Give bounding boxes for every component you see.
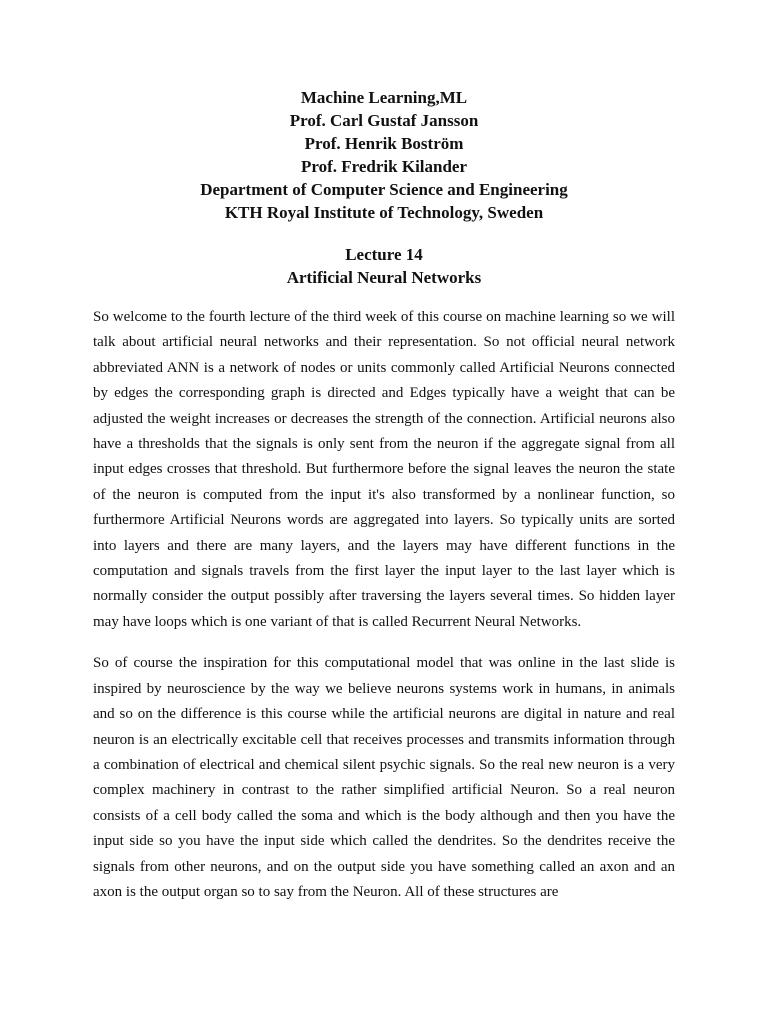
author-name: Prof. Carl Gustaf Jansson (289, 111, 479, 130)
document-header (0, 86, 768, 224)
document-body (93, 305, 675, 921)
lecture-heading (0, 243, 768, 289)
department-name: Department of Computer Science and Engineering (200, 180, 568, 199)
body-paragraph: So of course the inspiration for this computational model that was online in the last slide is inspired by neuroscience by the way we believe neurons systems work in humans, in animals and so on the difference is this course while the artificial neurons are digital in nature and real neuron is an electrically excitable cell that receives processes and transmits information through a combination of electrical and chemical silent psychic signals. So the real new neuron is a very complex machinery in contrast to the rather simplified artificial Neuron. So a real neuron consists of a cell body called the soma and which is the body although and then you have the input side so you have the input side which called the dendrites. So the dendrites receive the signals from other neurons, and on the output side you have something called an axon and an axon is the output organ so to say from the Neuron. All of these structures are (93, 655, 675, 900)
course-title: Machine Learning,ML (300, 88, 468, 107)
author-name: Prof. Fredrik Kilander (300, 157, 468, 176)
body-paragraph: So welcome to the fourth lecture of the third week of this course on machine learning so we will talk about artificial neural networks and their representation. So not official neural network abbreviated ANN is a network of nodes or units commonly called Artificial Neurons connected by edges the corresponding graph is directed and Edges typically have a weight that can be adjusted the weight increases or decreases the strength of the connection. Artificial neurons also have a thresholds that the signals is only sent from the neuron if the aggregate signal from all input edges crosses that threshold. But furthermore before the signal leaves the neuron the state of the neuron is computed from the input it's also transformed by a nonlinear function, so furthermore Artificial Neurons words are aggregated into layers. So typically units are sorted into layers and there are many layers, and the layers may have different functions in the computation and signals travels from the first layer the input layer to the last layer which is normally consider the output possibly after traversing the layers several times. So hidden layer may have loops which is one variant of that is called Recurrent Neural Networks. (93, 309, 675, 630)
lecture-number: Lecture 14 (345, 245, 423, 264)
author-name: Prof. Henrik Boström (304, 134, 464, 153)
lecture-title: Artificial Neural Networks (286, 268, 482, 287)
institution-name: KTH Royal Institute of Technology, Sweden (224, 203, 544, 222)
